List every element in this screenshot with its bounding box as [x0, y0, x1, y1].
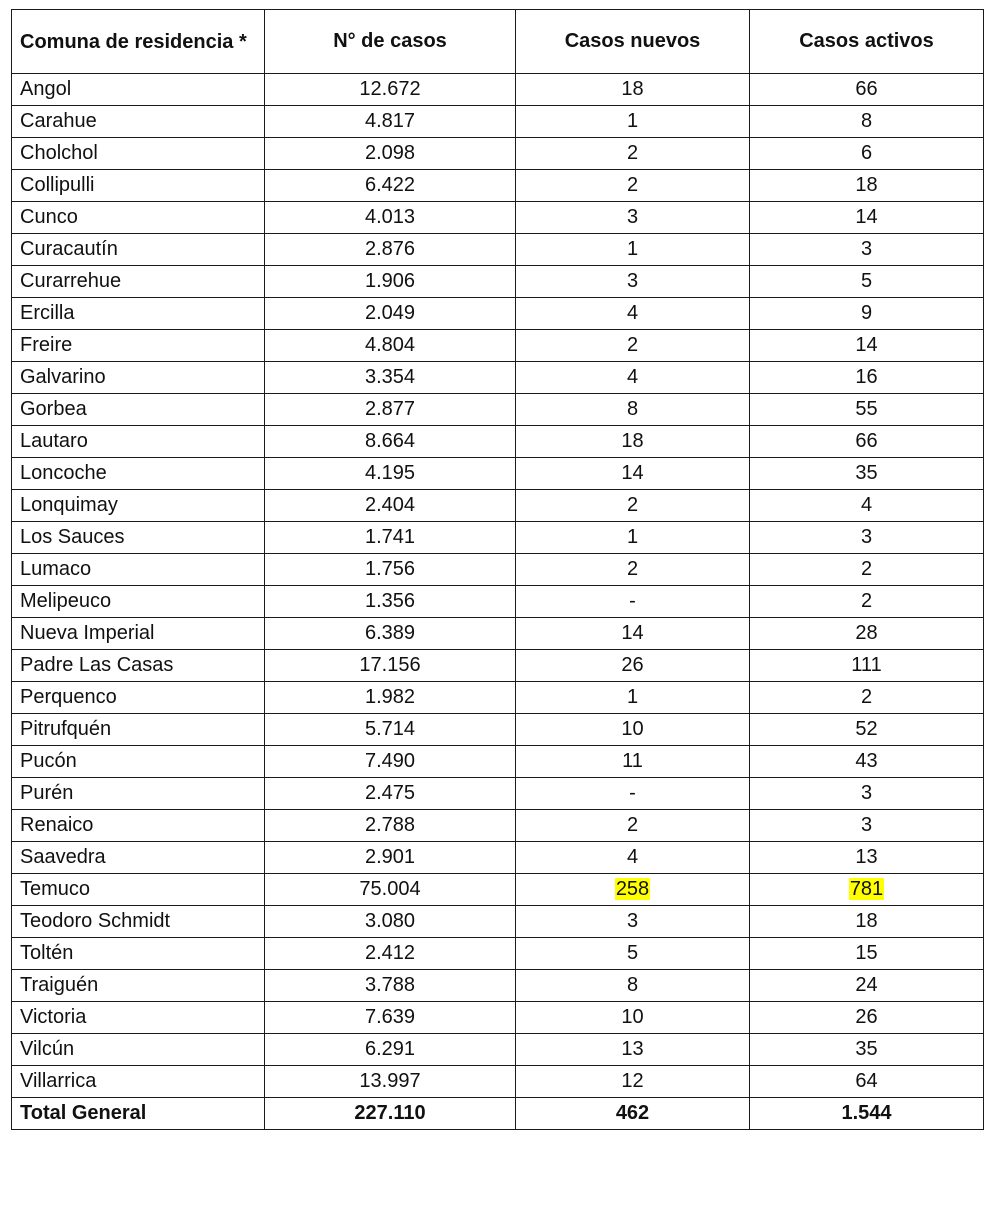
cell-comuna: Villarrica: [12, 1066, 265, 1098]
cell-nuevos: 2: [516, 330, 750, 362]
cell-casos: 17.156: [265, 650, 516, 682]
cell-comuna: Padre Las Casas: [12, 650, 265, 682]
table-row: [12, 714, 984, 746]
cell-activos: 13: [750, 842, 984, 874]
cell-casos: 2.877: [265, 394, 516, 426]
cell-activos: 3: [750, 522, 984, 554]
table-row: [12, 842, 984, 874]
header-row: [12, 10, 984, 74]
cell-comuna: Galvarino: [12, 362, 265, 394]
cell-activos: 2: [750, 586, 984, 618]
table-row: [12, 1066, 984, 1098]
cell-comuna: Temuco: [12, 874, 265, 906]
table-row: [12, 170, 984, 202]
cell-nuevos: -: [516, 778, 750, 810]
table-row: [12, 1002, 984, 1034]
table-row: [12, 394, 984, 426]
cell-nuevos: 26: [516, 650, 750, 682]
cell-activos: 2: [750, 682, 984, 714]
cell-casos: 2.404: [265, 490, 516, 522]
cell-casos: 8.664: [265, 426, 516, 458]
table-row: [12, 426, 984, 458]
table-row: [12, 938, 984, 970]
cell-nuevos: 2: [516, 810, 750, 842]
cell-nuevos: 2: [516, 138, 750, 170]
cell-comuna: Nueva Imperial: [12, 618, 265, 650]
cell-activos: 5: [750, 266, 984, 298]
cell-casos: 12.672: [265, 74, 516, 106]
cell-activos: 52: [750, 714, 984, 746]
table-row: [12, 234, 984, 266]
cell-casos: 2.049: [265, 298, 516, 330]
cell-nuevos: 11: [516, 746, 750, 778]
cell-casos: 7.490: [265, 746, 516, 778]
cell-activos: 18: [750, 170, 984, 202]
cell-comuna: Cholchol: [12, 138, 265, 170]
cell-casos: 6.291: [265, 1034, 516, 1066]
cell-nuevos: 3: [516, 202, 750, 234]
total-nuevos: 462: [516, 1098, 750, 1130]
cell-casos: 7.639: [265, 1002, 516, 1034]
cell-comuna: Curarrehue: [12, 266, 265, 298]
cell-activos: 18: [750, 906, 984, 938]
cell-activos: 111: [750, 650, 984, 682]
cell-comuna: Traiguén: [12, 970, 265, 1002]
header-casos-nuevos: Casos nuevos: [516, 10, 750, 74]
table-row: [12, 74, 984, 106]
table-row: [12, 810, 984, 842]
cell-activos: 55: [750, 394, 984, 426]
table-row: [12, 458, 984, 490]
cell-comuna: Toltén: [12, 938, 265, 970]
cell-activos: 16: [750, 362, 984, 394]
cell-activos: 3: [750, 810, 984, 842]
total-activos: 1.544: [750, 1098, 984, 1130]
cell-activos: 43: [750, 746, 984, 778]
cell-casos: 2.412: [265, 938, 516, 970]
cell-nuevos: 18: [516, 426, 750, 458]
cell-casos: 75.004: [265, 874, 516, 906]
cell-activos: 3: [750, 778, 984, 810]
cell-casos: 3.080: [265, 906, 516, 938]
highlighted-value: 258: [615, 878, 650, 900]
cell-casos: 1.356: [265, 586, 516, 618]
cell-activos: 6: [750, 138, 984, 170]
table-row: [12, 330, 984, 362]
cell-casos: 2.475: [265, 778, 516, 810]
cell-casos: 4.195: [265, 458, 516, 490]
cell-casos: 4.804: [265, 330, 516, 362]
cell-casos: 2.876: [265, 234, 516, 266]
table-row: [12, 618, 984, 650]
cell-nuevos: -: [516, 586, 750, 618]
cell-activos: 35: [750, 1034, 984, 1066]
table-row: [12, 906, 984, 938]
cell-activos: 35: [750, 458, 984, 490]
cell-comuna: Ercilla: [12, 298, 265, 330]
cell-activos: 66: [750, 74, 984, 106]
cell-comuna: Perquenco: [12, 682, 265, 714]
table-row: [12, 682, 984, 714]
header-comuna: Comuna de residencia *: [12, 10, 265, 74]
table-row: [12, 106, 984, 138]
cell-nuevos: 14: [516, 618, 750, 650]
cell-casos: 1.906: [265, 266, 516, 298]
cell-activos: 3: [750, 234, 984, 266]
cell-nuevos: 4: [516, 362, 750, 394]
cell-nuevos: 1: [516, 106, 750, 138]
cell-nuevos: 10: [516, 714, 750, 746]
cell-nuevos: [516, 874, 750, 906]
table-row: [12, 1034, 984, 1066]
table-row: [12, 874, 984, 906]
cell-casos: 1.982: [265, 682, 516, 714]
cell-activos: 4: [750, 490, 984, 522]
table-row: [12, 362, 984, 394]
cell-nuevos: 18: [516, 74, 750, 106]
cell-comuna: Vilcún: [12, 1034, 265, 1066]
cell-comuna: Purén: [12, 778, 265, 810]
cell-activos: 14: [750, 330, 984, 362]
table-row: [12, 298, 984, 330]
cell-casos: 2.098: [265, 138, 516, 170]
cell-activos: 15: [750, 938, 984, 970]
table-row: [12, 970, 984, 1002]
cell-comuna: Los Sauces: [12, 522, 265, 554]
cell-comuna: Carahue: [12, 106, 265, 138]
cell-nuevos: 2: [516, 490, 750, 522]
cell-nuevos: 3: [516, 266, 750, 298]
table-row: [12, 554, 984, 586]
table-row: [12, 490, 984, 522]
cell-comuna: Saavedra: [12, 842, 265, 874]
total-casos: 227.110: [265, 1098, 516, 1130]
total-row: [12, 1098, 984, 1130]
cell-casos: 13.997: [265, 1066, 516, 1098]
table-row: [12, 746, 984, 778]
cell-nuevos: 10: [516, 1002, 750, 1034]
cell-nuevos: 2: [516, 170, 750, 202]
cell-comuna: Pucón: [12, 746, 265, 778]
cell-nuevos: 1: [516, 234, 750, 266]
cell-comuna: Lonquimay: [12, 490, 265, 522]
cell-nuevos: 4: [516, 298, 750, 330]
covid-cases-by-commune-table: [11, 9, 984, 1130]
cell-comuna: Victoria: [12, 1002, 265, 1034]
cell-activos: [750, 874, 984, 906]
cell-nuevos: 4: [516, 842, 750, 874]
header-casos-activos: Casos activos: [750, 10, 984, 74]
cell-nuevos: 8: [516, 394, 750, 426]
table-row: [12, 202, 984, 234]
cell-comuna: Teodoro Schmidt: [12, 906, 265, 938]
cell-comuna: Cunco: [12, 202, 265, 234]
cell-comuna: Lautaro: [12, 426, 265, 458]
cell-comuna: Renaico: [12, 810, 265, 842]
cell-activos: 2: [750, 554, 984, 586]
cell-nuevos: 5: [516, 938, 750, 970]
cell-comuna: Loncoche: [12, 458, 265, 490]
cell-casos: 1.741: [265, 522, 516, 554]
cell-activos: 26: [750, 1002, 984, 1034]
cell-comuna: Lumaco: [12, 554, 265, 586]
cell-activos: 9: [750, 298, 984, 330]
cell-casos: 4.013: [265, 202, 516, 234]
table-row: [12, 650, 984, 682]
cell-casos: 3.788: [265, 970, 516, 1002]
table-row: [12, 586, 984, 618]
cell-comuna: Melipeuco: [12, 586, 265, 618]
cell-comuna: Angol: [12, 74, 265, 106]
cell-comuna: Collipulli: [12, 170, 265, 202]
cell-nuevos: 1: [516, 682, 750, 714]
header-numero-casos: N° de casos: [265, 10, 516, 74]
cell-casos: 5.714: [265, 714, 516, 746]
cell-comuna: Curacautín: [12, 234, 265, 266]
cell-casos: 3.354: [265, 362, 516, 394]
cell-nuevos: 8: [516, 970, 750, 1002]
cell-activos: 64: [750, 1066, 984, 1098]
cell-comuna: Freire: [12, 330, 265, 362]
cell-activos: 28: [750, 618, 984, 650]
total-label: Total General: [12, 1098, 265, 1130]
cell-casos: 1.756: [265, 554, 516, 586]
cell-nuevos: 2: [516, 554, 750, 586]
table-row: [12, 522, 984, 554]
table-row: [12, 778, 984, 810]
cell-comuna: Gorbea: [12, 394, 265, 426]
cell-nuevos: 12: [516, 1066, 750, 1098]
cell-nuevos: 13: [516, 1034, 750, 1066]
cell-activos: 14: [750, 202, 984, 234]
cell-casos: 6.389: [265, 618, 516, 650]
highlighted-value: 781: [849, 878, 884, 900]
cell-activos: 24: [750, 970, 984, 1002]
cell-casos: 4.817: [265, 106, 516, 138]
cell-nuevos: 1: [516, 522, 750, 554]
table-row: [12, 266, 984, 298]
table-row: [12, 138, 984, 170]
cell-nuevos: 3: [516, 906, 750, 938]
cell-comuna: Pitrufquén: [12, 714, 265, 746]
cell-activos: 66: [750, 426, 984, 458]
cell-casos: 2.788: [265, 810, 516, 842]
cell-casos: 6.422: [265, 170, 516, 202]
cell-activos: 8: [750, 106, 984, 138]
cell-casos: 2.901: [265, 842, 516, 874]
cell-nuevos: 14: [516, 458, 750, 490]
